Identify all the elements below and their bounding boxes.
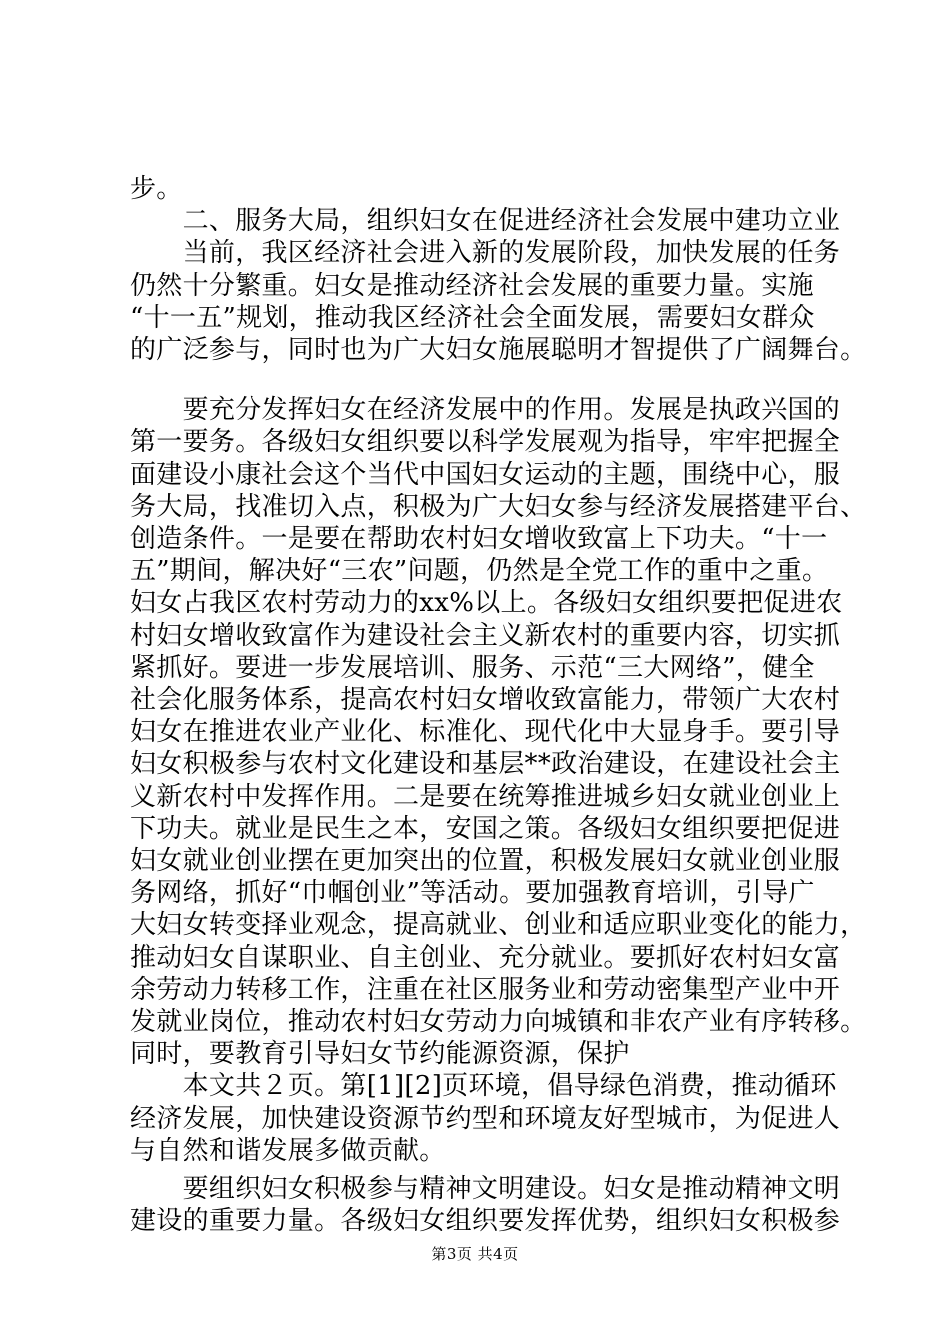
text-line: 第一要务。各级妇女组织要以科学发展观为指导，牢牢把握全 <box>130 427 841 458</box>
text-line: 经济发展，加快建设资源节约型和环境友好型城市，为促进人 <box>130 1103 841 1134</box>
text-line: 推动妇女自谋职业、自主创业、充分就业。要抓好农村妇女富 <box>130 942 841 973</box>
text-line: 要充分发挥妇女在经济发展中的作用。发展是执政兴国的 <box>130 395 841 426</box>
text-line: “十一五”规划，推动我区经济社会全面发展，需要妇女群众 <box>130 302 815 333</box>
page-footer: 第3页 共4页 <box>431 1245 519 1263</box>
text-line: 社会化服务体系，提高农村妇女增收致富能力，带领广大农村 <box>130 685 841 716</box>
text-line: 创造条件。一是要在帮助农村妇女增收致富上下功夫。“十一 <box>130 524 828 555</box>
text-line: 务网络，抓好“巾帼创业”等活动。要加强教育培训，引导广 <box>130 878 815 909</box>
text-line: 紧抓好。要进一步发展培训、服务、示范“三大网络”，健全 <box>130 652 815 683</box>
text-line: 义新农村中发挥作用。二是要在统筹推进城乡妇女就业创业上 <box>130 781 841 812</box>
text-line: 妇女积极参与农村文化建设和基层**政治建设，在建设社会主 <box>130 749 841 780</box>
text-line: 余劳动力转移工作，注重在社区服务业和劳动密集型产业中开 <box>130 974 841 1005</box>
text-line: 大妇女转变择业观念，提高就业、创业和适应职业变化的能力， <box>130 910 867 941</box>
text-line: 步。 <box>130 174 183 204</box>
text-line: 本文共２页。第[1][2]页环境，倡导绿色消费，推动循环 <box>130 1071 837 1102</box>
text-line: 与自然和谐发展多做贡献。 <box>130 1135 446 1166</box>
document-body <box>130 173 867 1238</box>
text-line: 要组织妇女积极参与精神文明建设。妇女是推动精神文明 <box>130 1174 841 1205</box>
text-line: 建设的重要力量。各级妇女组织要发挥优势，组织妇女积极参 <box>130 1206 841 1237</box>
section-heading: 二、服务大局，组织妇女在促进经济社会发展中建功立业 <box>130 206 841 237</box>
text-line: 仍然十分繁重。妇女是推动经济社会发展的重要力量。实施 <box>130 270 814 301</box>
text-line: 面建设小康社会这个当代中国妇女运动的主题，围绕中心，服 <box>130 459 841 490</box>
text-line: 妇女在推进农业产业化、标准化、现代化中大显身手。要引导 <box>130 717 841 748</box>
text-line: 下功夫。就业是民生之本，安国之策。各级妇女组织要把促进 <box>130 813 841 844</box>
text-line: 当前，我区经济社会进入新的发展阶段，加快发展的任务 <box>130 238 841 269</box>
text-line: 妇女就业创业摆在更加突出的位置，积极发展妇女就业创业服 <box>130 846 841 877</box>
text-line: 的广泛参与，同时也为广大妇女施展聪明才智提供了广阔舞台。 <box>130 335 867 366</box>
text-line: 发就业岗位，推动农村妇女劳动力向城镇和非农产业有序转移。 <box>130 1007 867 1038</box>
text-line: 妇女占我区农村劳动力的xx%以上。各级妇女组织要把促进农 <box>130 588 843 619</box>
text-line: 同时，要教育引导妇女节约能源资源，保护 <box>130 1039 630 1070</box>
paragraph-gap <box>130 366 830 394</box>
text-line: 五”期间，解决好“三农”问题，仍然是全党工作的重中之重。 <box>130 556 829 587</box>
text-line: 村妇女增收致富作为建设社会主义新农村的重要内容，切实抓 <box>130 620 841 651</box>
text-line: 务大局，找准切入点，积极为广大妇女参与经济发展搭建平台、 <box>130 491 867 522</box>
